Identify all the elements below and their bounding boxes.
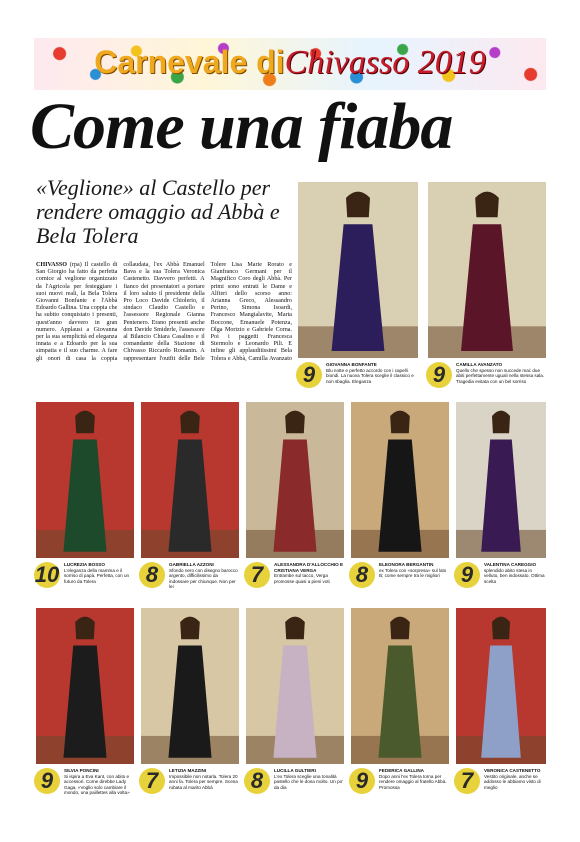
guest-photo [141, 402, 239, 558]
photo-caption [379, 768, 449, 790]
score-badge: 9 [426, 362, 452, 388]
photo-card [141, 402, 239, 598]
photo-card [351, 402, 449, 598]
guest-name: SILVIA PONCINI [64, 768, 99, 773]
score-badge: 8 [349, 562, 375, 588]
guest-name: GABRIELLA AZZONI [169, 562, 214, 567]
guest-photo [428, 182, 546, 358]
photo-card [428, 182, 546, 398]
guest-name: FEDERICA GALLINA [379, 768, 424, 773]
guest-name: VALENTINA CAREGGIO [484, 562, 537, 567]
guest-photo [36, 608, 134, 764]
photo-caption [274, 562, 344, 584]
guest-photo [246, 608, 344, 764]
score-badge: 7 [454, 768, 480, 794]
photo-caption [484, 768, 546, 790]
subheadline: «Veglione» al Castello per rendere omaggio ad Abbà e Bela Tolera [36, 175, 280, 248]
caption-text: L'ex Tolera sceglie una tonalità pastello che le dona molto. Un po' da dia [274, 773, 344, 790]
caption-text: Vestito originale, anche se addosso le abbiamo visto di meglio [484, 773, 541, 790]
carnival-banner [34, 38, 546, 90]
score-badge: 10 [34, 562, 60, 587]
score-badge: 8 [244, 768, 270, 794]
photo-card [36, 402, 134, 598]
caption-text: Si ispira a Eva Kant, con abito e accessori. Come direbbe Lady Gaga, «Voglio solo cambiare il mondo, una paillettes alla volta» [64, 773, 130, 796]
photo-card [36, 608, 134, 804]
guest-photo [456, 608, 546, 764]
score-badge: 9 [454, 562, 480, 588]
article-place: CHIVASSO [36, 262, 68, 268]
photo-card [456, 608, 546, 804]
photo-caption [326, 362, 418, 384]
photo-card [351, 608, 449, 804]
guest-name: LUCILLA GULTIERI [274, 768, 316, 773]
photo-caption [484, 562, 546, 584]
guest-name: ELEONORA BERGANTIN [379, 562, 434, 567]
score-badge: 7 [244, 562, 270, 588]
caption-text: Entrambe sul tacco, Verga promosse quasi a pieni voti [274, 573, 330, 584]
guest-name: LUCREZIA BOSSO [64, 562, 105, 567]
guest-photo [298, 182, 418, 358]
score-badge: 9 [349, 768, 375, 794]
score-badge: 8 [139, 562, 165, 588]
photo-card [141, 608, 239, 804]
photo-caption [456, 362, 546, 384]
photo-card [456, 402, 546, 598]
photo-card [246, 608, 344, 804]
photo-caption [274, 768, 344, 790]
score-badge: 9 [296, 362, 322, 388]
photo-card [246, 402, 344, 598]
article-body [36, 262, 292, 366]
headline: Come una fiaba [30, 90, 453, 163]
guest-name: CAMILLA AVANZATO [456, 362, 503, 367]
guest-photo [246, 402, 344, 558]
score-badge: 9 [34, 768, 60, 794]
caption-text: splendido abito stesa in velluto, ben indossato. Ottima scelta [484, 567, 545, 584]
guest-photo [141, 608, 239, 764]
photo-caption [169, 562, 239, 590]
banner-title: Carnevale diChivasso 2019 [94, 44, 486, 81]
caption-text: Quello che spesso non succede mai: due abiti perfettamente uguali nella stessa sala. Tragedia evitata con un bel sorriso [456, 367, 545, 384]
guest-name: LETIZIA MAZZINI [169, 768, 207, 773]
caption-text: Blu notte e perfetto accordo con i capelli biondi. La nuova Tolera sceglie il classico e non sbaglia. Eleganza [326, 367, 414, 384]
guest-photo [351, 608, 449, 764]
guest-name: VERONICA CASTENETTO [484, 768, 541, 773]
photo-caption [169, 768, 239, 790]
guest-photo [351, 402, 449, 558]
photo-caption [379, 562, 449, 579]
score-badge: 7 [139, 768, 165, 794]
caption-text: L'eleganza della mamma e il sorriso di papà. Perfetta, con un futuro da Tolera [64, 567, 130, 584]
guest-name: GIOVANNA BONFANTE [326, 362, 377, 367]
guest-name: ALESSANDRA D'ALLOCCHIO E CRISTIANA VERGA [274, 562, 344, 573]
guest-photo [36, 402, 134, 558]
caption-text: Sfondo nero con disegno barocco argento, difficilissimo da indossare per chiunque. Non per lei [169, 567, 238, 590]
guest-photo [456, 402, 546, 558]
photo-caption [64, 562, 134, 584]
article-text: (rpa) Il castello di San Giorgio ha fatto da perfetta cornice al veglione organizzato da l'Agricola per festeggiare i suoi nuovi reali, la Bela Tolera Giovanni Bonfante e l'Abbà Edoardo Gallina. Una coppia che ha subito conquistato i presenti, quest'anno davvero in gran numero. Applausi a Giovanna per la sua semplicità ed eleganza innata e a Edoardo per la sua simpatia e il suo charme. A fare gli onori di casa la coppia collaudata, l'ex Abbà Emanuel Bava e la sua Tolera Veronica Castenetto. Davvero perfetti. A fianco dei presentatori a portare il loro saluto il presidente della Pro Loco Davide Chiolerio, il sindaco Claudio Castello e l'assessore Regionale Gianna Pentenero. Erano presenti anche don Davide Smiderle, l'assessore al Bilancio Chiara Casalino e il comandante della Stazione di Chivasso Riccardo Romanin. A rappresentare l'outfit delle Bele Tolere Lisa Marie Rorato e Gianfranco Germani per il Magnifico Coro degli Abbà. Per primi sono entrati le Dame e Alfieri dello scorso anno: Arianna Greco, Alessandro Perino, Simona Isoardi, Francesco Mangialavite, Marta Boccone, Emanuele Potenza, Olga Morizio e Gabriele Corna. Poi i paggetti Francesca Stermolo e Leonardo Pili. E infine gli applauditissimi Bela Tolera e Abbà, Camilla Avanzato [36, 262, 292, 362]
caption-text: Dopo anni l'ex Tolera torna per rendere omaggio al fratello Abbà. Promossa [379, 773, 447, 790]
caption-text: ex Tolera con «sorpresa» sul lato B; come sempre tra le migliori [379, 567, 447, 579]
photo-caption [64, 768, 134, 796]
caption-text: Impossibile non notarla. Tolera 20 anni fa. Tolera per sempre. Scena rubata al marito Abbà [169, 773, 238, 790]
photo-card [298, 182, 418, 398]
